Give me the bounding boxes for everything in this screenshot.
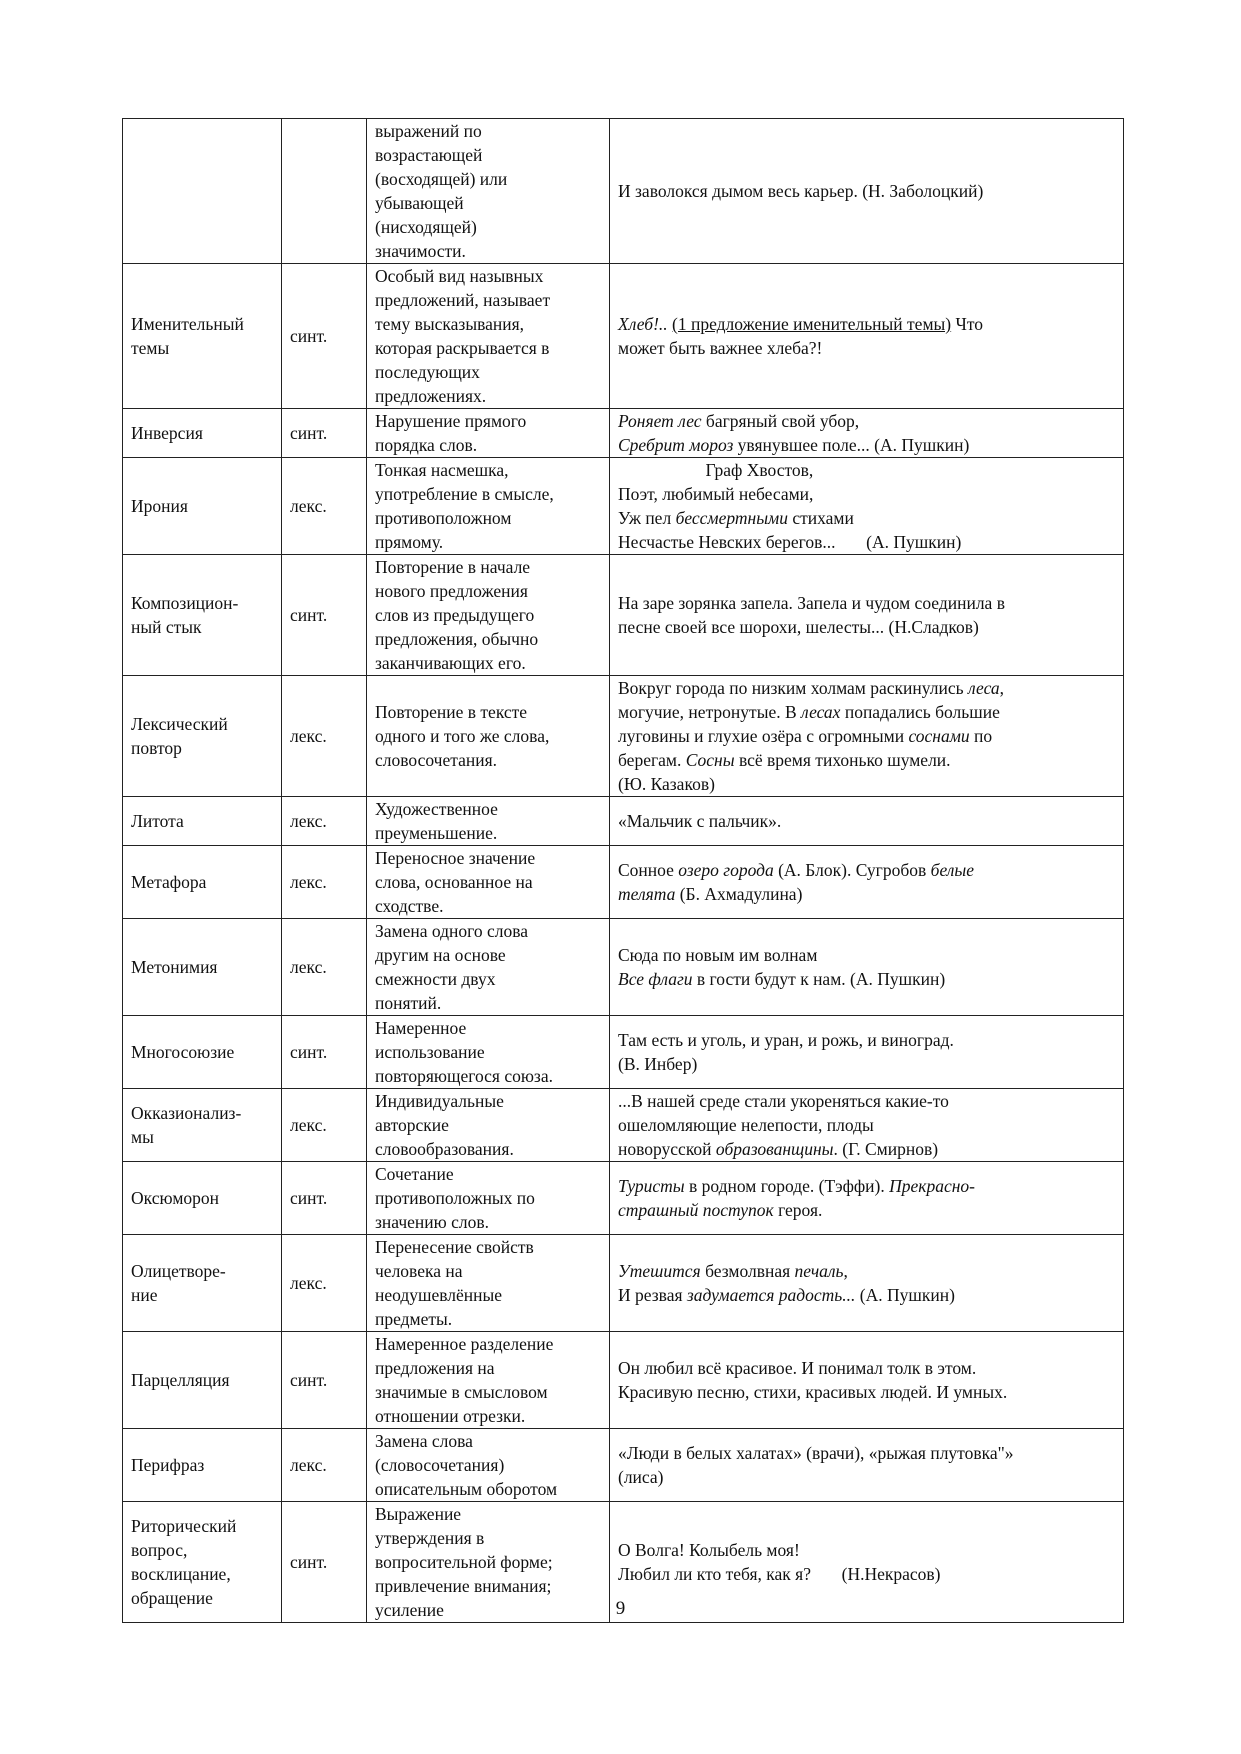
example-line	[618, 1538, 1115, 1562]
example-italic-text: образованщины	[715, 1139, 834, 1159]
example-cell	[610, 1162, 1124, 1235]
definition-cell	[367, 797, 610, 846]
example-text: (А. Пушкин)	[855, 1285, 955, 1305]
definition-line: одного и того же слова,	[375, 726, 550, 746]
example-text: Он любил всё красивое. И понимал толк в этом.	[618, 1358, 977, 1378]
type-cell	[282, 409, 367, 458]
term-line: Многосоюзие	[131, 1042, 235, 1062]
definition-line: прямому.	[375, 532, 444, 552]
example-text: О Волга! Колыбель моя!	[618, 1540, 800, 1560]
example-text: героя.	[773, 1200, 823, 1220]
definition-line: Индивидуальные	[375, 1091, 504, 1111]
definition-line: сходстве.	[375, 896, 444, 916]
definition-line: нового предложения	[375, 581, 528, 601]
definition-line: Тонкая насмешка,	[375, 460, 509, 480]
example-text: по	[969, 726, 993, 746]
term-line: ный стык	[131, 617, 202, 637]
example-cell	[610, 1016, 1124, 1089]
type-cell	[282, 264, 367, 409]
example-line	[618, 676, 1115, 700]
example-italic-text: телята	[618, 884, 676, 904]
example-line	[618, 1562, 1115, 1586]
example-line	[618, 615, 1115, 639]
term-cell	[123, 119, 282, 264]
type-label: синт.	[290, 1042, 328, 1062]
example-text: безмолвная	[700, 1261, 795, 1281]
definition-line: которая раскрывается в	[375, 338, 550, 358]
example-line	[618, 433, 1115, 457]
definition-line: порядка слов.	[375, 435, 478, 455]
example-text: ,	[999, 678, 1005, 698]
definition-line: Выражение	[375, 1504, 462, 1524]
type-label: лекс.	[290, 1115, 327, 1135]
type-cell	[282, 555, 367, 676]
table-row	[123, 1016, 1124, 1089]
example-text: Что	[951, 314, 984, 334]
example-text: (лиса)	[618, 1467, 664, 1487]
example-line	[618, 1380, 1115, 1404]
term-line: Композицион-	[131, 593, 239, 613]
term-line: Окказионализ-	[131, 1103, 242, 1123]
example-italic-text: Утешится	[618, 1261, 701, 1281]
example-text: (В. Инбер)	[618, 1054, 698, 1074]
definition-cell	[367, 846, 610, 919]
definition-line: утверждения в	[375, 1528, 485, 1548]
example-text: . (Г. Смирнов)	[833, 1139, 939, 1159]
term-line: Инверсия	[131, 423, 203, 443]
example-line	[618, 724, 1115, 748]
example-cell	[610, 846, 1124, 919]
term-cell	[123, 676, 282, 797]
example-line	[618, 409, 1115, 433]
term-cell	[123, 919, 282, 1016]
example-italic-text: белые	[930, 860, 975, 880]
example-text: Уж пел	[618, 508, 676, 528]
term-cell	[123, 1429, 282, 1502]
term-cell	[123, 555, 282, 676]
definition-line: привлечение внимания;	[375, 1576, 552, 1596]
example-text: Красивую песню, стихи, красивых людей. И умных.	[618, 1382, 1008, 1402]
definition-line: возрастающей	[375, 145, 483, 165]
example-italic-text: Туристы	[618, 1176, 685, 1196]
table-row	[123, 409, 1124, 458]
example-line	[618, 943, 1115, 967]
definition-line: предметы.	[375, 1309, 453, 1329]
example-line	[618, 1052, 1115, 1076]
term-line: Парцелляция	[131, 1370, 230, 1390]
term-cell	[123, 1089, 282, 1162]
example-line	[618, 1137, 1115, 1161]
definition-line: Перенесение свойств	[375, 1237, 534, 1257]
definition-cell	[367, 1429, 610, 1502]
type-cell	[282, 119, 367, 264]
example-text: «Мальчик с пальчик».	[618, 811, 782, 831]
definition-line: Замена одного слова	[375, 921, 529, 941]
example-line	[618, 1356, 1115, 1380]
definition-line: словообразования.	[375, 1139, 514, 1159]
example-italic-text: бессмертными	[675, 508, 788, 528]
example-text: стихами	[787, 508, 854, 528]
table-row	[123, 797, 1124, 846]
example-text: может быть важнее хлеба?!	[618, 338, 823, 358]
definition-line: предложения, обычно	[375, 629, 539, 649]
definition-cell	[367, 119, 610, 264]
example-line	[618, 1174, 1115, 1198]
example-line	[618, 179, 1115, 203]
type-label: лекс.	[290, 957, 327, 977]
term-line: мы	[131, 1127, 154, 1147]
example-line	[618, 1028, 1115, 1052]
example-italic-text: соснами	[908, 726, 970, 746]
example-italic-text: Все флаги	[618, 969, 693, 989]
example-line	[618, 967, 1115, 991]
definition-line: последующих	[375, 362, 480, 382]
table-row	[123, 1235, 1124, 1332]
example-line	[618, 336, 1115, 360]
definition-line: человека на	[375, 1261, 463, 1281]
definition-line: Намеренное разделение	[375, 1334, 554, 1354]
example-text: На заре зорянка запела. Запела и чудом соединила в	[618, 593, 1005, 613]
example-italic-text: Сребрит мороз	[618, 435, 734, 455]
term-line: Перифраз	[131, 1455, 205, 1475]
table-row	[123, 846, 1124, 919]
definition-line: повторяющегося союза.	[375, 1066, 553, 1086]
definition-line: Намеренное	[375, 1018, 467, 1038]
definition-cell	[367, 1162, 610, 1235]
definition-line: Замена слова	[375, 1431, 473, 1451]
example-line	[618, 1198, 1115, 1222]
example-italic-text: страшный поступок	[618, 1200, 774, 1220]
example-text: «Люди в белых халатах» (врачи), «рыжая плутовка"»	[618, 1443, 1014, 1463]
definition-line: предложений, называет	[375, 290, 551, 310]
example-cell	[610, 919, 1124, 1016]
example-text: И резвая	[618, 1285, 687, 1305]
table-row	[123, 458, 1124, 555]
table-row	[123, 676, 1124, 797]
term-line: Именительный	[131, 314, 244, 334]
example-line	[618, 1441, 1115, 1465]
example-text: песне своей все шорохи, шелесты... (Н.Сладков)	[618, 617, 979, 637]
definition-line: убывающей	[375, 193, 464, 213]
type-cell	[282, 1332, 367, 1429]
definition-line: тему высказывания,	[375, 314, 525, 334]
example-cell	[610, 1429, 1124, 1502]
example-italic-text: Сосны	[685, 750, 735, 770]
example-line	[618, 858, 1115, 882]
example-italic-text: лесах	[801, 702, 841, 722]
term-line: Олицетворе-	[131, 1261, 226, 1281]
example-cell	[610, 1235, 1124, 1332]
example-line	[618, 882, 1115, 906]
definition-line: предложения на	[375, 1358, 495, 1378]
definition-line: отношении отрезки.	[375, 1406, 526, 1426]
term-cell	[123, 409, 282, 458]
table-row	[123, 1332, 1124, 1429]
example-cell	[610, 409, 1124, 458]
example-cell	[610, 797, 1124, 846]
example-text: (Б. Ахмадулина)	[675, 884, 803, 904]
example-italic-text: задумается радость...	[686, 1285, 856, 1305]
term-cell	[123, 1016, 282, 1089]
term-cell	[123, 797, 282, 846]
term-line: обращение	[131, 1588, 213, 1608]
type-label: синт.	[290, 423, 328, 443]
example-line	[618, 482, 1115, 506]
definition-line: заканчивающих его.	[375, 653, 526, 673]
example-text: Поэт, любимый небесами,	[618, 484, 814, 504]
example-text: ошеломляющие нелепости, плоды	[618, 1115, 874, 1135]
type-cell	[282, 1429, 367, 1502]
type-label: синт.	[290, 1552, 328, 1572]
example-text: ...В нашей среде стали укореняться какие-то	[618, 1091, 949, 1111]
example-cell	[610, 676, 1124, 797]
example-text: могучие, нетронутые. В	[618, 702, 802, 722]
definition-line: предложениях.	[375, 386, 487, 406]
table-row	[123, 119, 1124, 264]
example-text: (А. Блок). Сугробов	[773, 860, 931, 880]
definition-line: значимости.	[375, 241, 466, 261]
definition-cell	[367, 458, 610, 555]
term-cell	[123, 1235, 282, 1332]
term-line: вопрос,	[131, 1540, 188, 1560]
table-row	[123, 1089, 1124, 1162]
definition-cell	[367, 676, 610, 797]
term-cell	[123, 1162, 282, 1235]
definition-line: смежности двух	[375, 969, 496, 989]
type-label: синт.	[290, 605, 328, 625]
example-text: луговины и глухие озёра с огромными	[618, 726, 909, 746]
example-line	[618, 591, 1115, 615]
definition-line: значению слов.	[375, 1212, 489, 1232]
term-line: Литота	[131, 811, 184, 831]
example-text: ,	[843, 1261, 848, 1281]
example-text: новорусской	[618, 1139, 716, 1159]
definition-line: слов из предыдущего	[375, 605, 535, 625]
definition-line: другим на основе	[375, 945, 506, 965]
example-text: Вокруг города по низким холмам раскинулись	[618, 678, 968, 698]
example-underlined-text: (1 предложение именительный темы)	[672, 314, 952, 334]
definition-line: словосочетания.	[375, 750, 497, 770]
definition-line: усиление	[375, 1600, 444, 1620]
example-cell	[610, 458, 1124, 555]
definition-line: Художественное	[375, 799, 498, 819]
definition-line: Особый вид назывных	[375, 266, 544, 286]
table-row	[123, 919, 1124, 1016]
definition-cell	[367, 264, 610, 409]
term-line: ние	[131, 1285, 158, 1305]
literary-devices-table	[122, 118, 1124, 1623]
term-cell	[123, 264, 282, 409]
example-text: Сонное	[618, 860, 679, 880]
example-line	[618, 530, 1115, 554]
example-text: И заволокся дымом весь карьер. (Н. Заболоцкий)	[618, 181, 984, 201]
example-text: Сюда по новым им волнам	[618, 945, 818, 965]
definition-line: слова, основанное на	[375, 872, 533, 892]
example-line	[618, 1089, 1115, 1113]
type-label: синт.	[290, 1370, 328, 1390]
definition-cell	[367, 919, 610, 1016]
definition-line: значимые в смысловом	[375, 1382, 548, 1402]
term-cell	[123, 846, 282, 919]
example-text: багряный свой убор,	[701, 411, 860, 431]
type-cell	[282, 919, 367, 1016]
type-cell	[282, 1089, 367, 1162]
definition-line: противоположном	[375, 508, 512, 528]
definition-line: описательным оборотом	[375, 1479, 558, 1499]
type-cell	[282, 797, 367, 846]
term-line: повтор	[131, 738, 182, 758]
type-label: лекс.	[290, 726, 327, 746]
example-italic-text: печаль	[794, 1261, 844, 1281]
definition-line: (восходящей) или	[375, 169, 508, 189]
example-italic-text: Прекрасно-	[889, 1176, 975, 1196]
definition-line: Повторение в тексте	[375, 702, 528, 722]
table-row	[123, 555, 1124, 676]
type-label: лекс.	[290, 811, 327, 831]
type-label: лекс.	[290, 1455, 327, 1475]
example-text: увянувшее поле... (А. Пушкин)	[733, 435, 970, 455]
type-label: лекс.	[290, 496, 327, 516]
term-line: восклицание,	[131, 1564, 231, 1584]
example-text: Там есть и уголь, и уран, и рожь, и виноград.	[618, 1030, 954, 1050]
example-line	[618, 809, 1115, 833]
example-line	[618, 1283, 1115, 1307]
term-line: темы	[131, 338, 170, 358]
definition-line: понятий.	[375, 993, 442, 1013]
definition-line: преуменьшение.	[375, 823, 498, 843]
example-text: в родном городе. (Тэффи).	[684, 1176, 890, 1196]
definition-cell	[367, 555, 610, 676]
term-line: Риторический	[131, 1516, 237, 1536]
definition-line: использование	[375, 1042, 485, 1062]
example-line	[618, 312, 1115, 336]
example-line	[618, 506, 1115, 530]
definition-line: противоположных по	[375, 1188, 535, 1208]
term-line: Метафора	[131, 872, 207, 892]
table-row	[123, 264, 1124, 409]
definition-line: Повторение в начале	[375, 557, 531, 577]
example-line	[618, 1465, 1115, 1489]
example-line	[618, 748, 1115, 772]
page-number: 9	[615, 1598, 626, 1619]
example-line	[618, 772, 1115, 796]
type-label: синт.	[290, 1188, 328, 1208]
definition-cell	[367, 1089, 610, 1162]
definition-cell	[367, 1332, 610, 1429]
term-cell	[123, 1332, 282, 1429]
definition-line: (словосочетания)	[375, 1455, 505, 1475]
definition-line: Переносное значение	[375, 848, 536, 868]
type-cell	[282, 1235, 367, 1332]
type-label: синт.	[290, 326, 328, 346]
example-cell	[610, 1332, 1124, 1429]
definition-line: (нисходящей)	[375, 217, 477, 237]
definition-line: вопросительной форме;	[375, 1552, 553, 1572]
term-line: Оксюморон	[131, 1188, 220, 1208]
definition-line: выражений по	[375, 121, 482, 141]
type-label: лекс.	[290, 872, 327, 892]
definition-line: Нарушение прямого	[375, 411, 527, 431]
example-cell	[610, 1089, 1124, 1162]
example-text: попадались большие	[840, 702, 1000, 722]
table-row	[123, 1162, 1124, 1235]
example-line	[618, 700, 1115, 724]
definition-line: авторские	[375, 1115, 449, 1135]
type-cell	[282, 1162, 367, 1235]
example-text: всё время тихонько шумели.	[734, 750, 951, 770]
example-text: (Ю. Казаков)	[618, 774, 715, 794]
table-row	[123, 1429, 1124, 1502]
example-cell	[610, 119, 1124, 264]
type-label: лекс.	[290, 1273, 327, 1293]
example-text: Несчастье Невских берегов... (А. Пушкин)	[618, 532, 962, 552]
term-line: Ирония	[131, 496, 188, 516]
type-cell	[282, 846, 367, 919]
example-italic-text: леса	[967, 678, 1000, 698]
term-line: Лексический	[131, 714, 228, 734]
definition-line: неодушевлённые	[375, 1285, 503, 1305]
type-cell	[282, 1016, 367, 1089]
definition-line: употребление в смысле,	[375, 484, 554, 504]
example-italic-text: Роняет лес	[618, 411, 702, 431]
example-cell	[610, 264, 1124, 409]
example-italic-text: озеро города	[678, 860, 774, 880]
example-text: берегам.	[618, 750, 686, 770]
definition-line: Сочетание	[375, 1164, 454, 1184]
type-cell	[282, 676, 367, 797]
definition-cell	[367, 1235, 610, 1332]
example-italic-text: Хлеб!..	[618, 314, 668, 334]
type-cell	[282, 458, 367, 555]
example-line	[618, 458, 1115, 482]
term-cell	[123, 458, 282, 555]
example-line	[618, 1113, 1115, 1137]
example-cell	[610, 555, 1124, 676]
term-line: Метонимия	[131, 957, 218, 977]
definition-cell	[367, 1016, 610, 1089]
example-line	[618, 1259, 1115, 1283]
definition-cell	[367, 409, 610, 458]
example-text: в гости будут к нам. (А. Пушкин)	[692, 969, 946, 989]
example-text: Любил ли кто тебя, как я? (Н.Некрасов)	[618, 1564, 941, 1584]
example-text: Граф Хвостов,	[618, 460, 814, 480]
